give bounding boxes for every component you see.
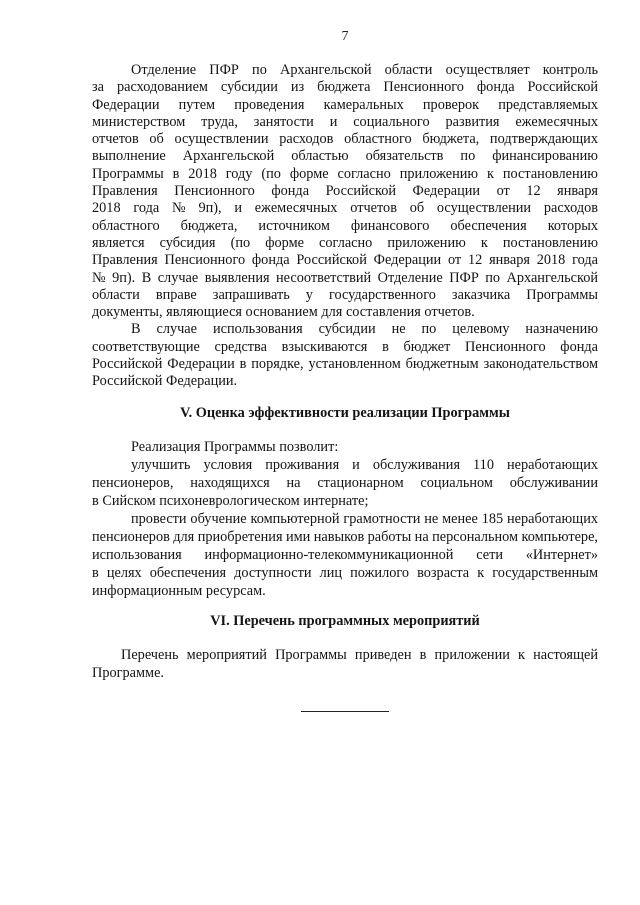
text-line: является субсидия (по форме согласно приложению к постановлению [92,234,598,251]
text-line: области вправе запрашивать у государственного заказчика Программы [92,286,598,303]
text-line: выполнение Архангельской областью обязательств по финансированию [92,148,598,165]
text-line: 2018 года № 9п), и ежемесячных отчетов об осуществлении расходов [92,200,598,217]
text-line: Перечень мероприятий Программы приведен в приложении к настоящей [121,646,598,663]
paragraph-program-intro: Реализация Программы позволит: [131,438,339,455]
text-line: пенсионеров для приобретения ими навыков работы на персональном компьютере, [92,528,598,545]
text-line: отчетов об осуществлении расходов областного бюджета, подтверждающих [92,131,598,148]
text-line: Российской Федерации. [92,373,238,390]
text-line: улучшить условия проживания и обслуживания 110 неработающих [131,456,598,473]
text-line: № 9п). В случае выявления несоответствий Отделение ПФР по Архангельской [92,269,598,286]
text-line: провести обучение компьютерной грамотности не менее 185 неработающих [131,510,598,527]
text-line: в целях обеспечения доступности лиц пожилого возраста к государственным [92,564,598,581]
text-line: пенсионеров, находящихся на стационарном социальном обслуживании [92,474,598,491]
text-line: Правления Пенсионного фонда Российской Федерации от 12 января 2018 года [92,252,598,269]
page-content [92,62,598,712]
text-line: документы, являющиеся основанием для составления отчетов. [92,304,475,321]
text-line: соответствующие средства взыскиваются в бюджет Пенсионного фонда [92,338,598,355]
text-line: за расходованием субсидии из бюджета Пенсионного фонда Российской [92,79,598,96]
section-v-heading: V. Оценка эффективности реализации Программы [180,404,510,421]
paragraph-activities-list [92,646,598,682]
text-line: Российской Федерации в порядке, установленном бюджетным законодательством [92,356,598,373]
text-line: Федерации путем проведения камеральных проверок представляемых [92,96,598,113]
text-line: областного бюджета, источником финансового обеспечения которых [92,217,598,234]
paragraph-pfr-control [92,62,598,321]
section-v-body [92,438,598,600]
text-line: в Сийском психоневрологическом интернате; [92,492,369,509]
section-vi-heading: VI. Перечень программных мероприятий [210,612,480,629]
text-line: Отделение ПФР по Архангельской области осуществляет контроль [131,62,598,78]
end-separator-line [301,711,389,712]
page-number: 7 [341,29,349,44]
text-line: министерством труда, занятости и социального развития ежемесячных [92,113,598,130]
text-line: В случае использования субсидии не по целевому назначению [131,321,598,338]
text-line: Правления Пенсионного фонда Российской Федерации от 12 января [92,183,598,200]
body-block [92,62,598,391]
text-line: Программы в 2018 году (по форме согласно приложению к постановлению [92,165,598,182]
text-line: Программе. [92,664,164,681]
list-item-computer-literacy [92,510,598,600]
text-line: информационным ресурсам. [92,582,266,599]
paragraph-misuse-recovery [92,321,598,390]
text-line: использования информационно-телекоммуникационной сети «Интернет» [92,546,598,563]
list-item-living-conditions [92,456,598,510]
